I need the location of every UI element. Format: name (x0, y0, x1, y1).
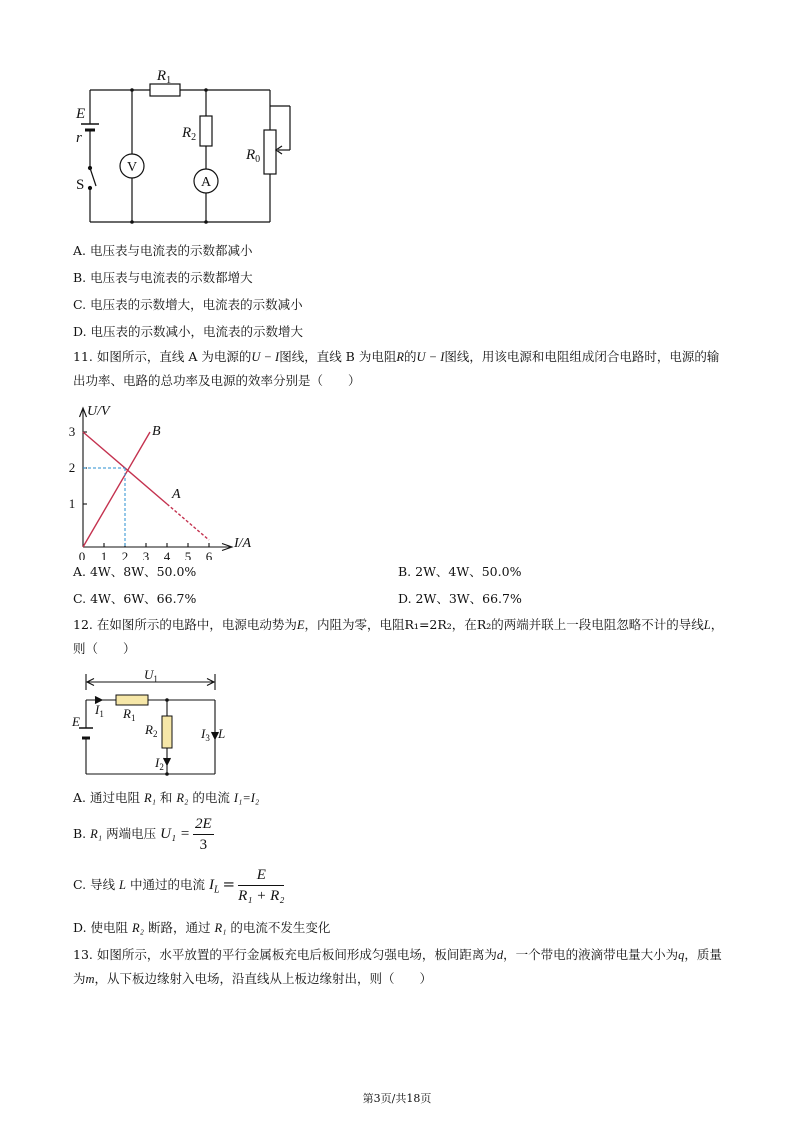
line-b (83, 432, 150, 547)
fraction-2E-over-3: $\frac{2E}{3}$ (195, 816, 212, 853)
q12-option-a: A. 通过电阻 R₁ 和 R₂ 的电流 I₁=I₂ (73, 790, 260, 805)
q10-option-a: A. 电压表与电流表的示数都减小 (73, 243, 253, 258)
q12-I3-label: $I_3$ (201, 726, 210, 743)
y-axis-label: U/V (87, 404, 110, 419)
q12-R2-resistor (162, 716, 172, 748)
q10-r-label: r (76, 130, 82, 146)
y-tick: 1 (68, 496, 76, 511)
q12-I2-label: $I_2$ (155, 755, 164, 772)
q12-option-d: D. 使电阻 R₂ 断路，通过 R₁ 的电流不发生变化 (73, 920, 331, 935)
q12-E-label: E (72, 714, 80, 729)
line-a-label: A (172, 487, 181, 502)
q12-R1-resistor (116, 695, 148, 705)
ammeter-symbol: A (200, 175, 212, 190)
q10-E-label: E (76, 106, 86, 122)
q10-option-b: B. 电压表与电流表的示数都增大 (73, 270, 253, 285)
q12-circuit-diagram (70, 666, 230, 784)
q12-R1-label: $R_1$ (123, 706, 136, 723)
x-tick: 2 (121, 549, 129, 560)
q10-R1-label: $R_1$ (156, 68, 172, 86)
q10-circuit-diagram (60, 60, 310, 230)
x-tick: 4 (163, 549, 171, 560)
x-tick: 5 (184, 549, 192, 560)
q10-option-c: C. 电压表的示数增大，电流表的示数减小 (73, 297, 303, 312)
q11-option-c: C. 4W、6W、66.7% (73, 591, 197, 606)
y-tick: 2 (68, 460, 76, 475)
page-footer: 第3页/共18页 (362, 1092, 432, 1105)
fraction-E-over-R1-plus-R2: $\frac{E}{\text{R₁ + R₂}}$ (238, 867, 285, 904)
q13-stem: 13. 如图所示，水平放置的平行金属板充电后板间形成匀强电场，板间距离为d，一个带电的液滴带电量大小为q，质量为m，从下板边缘射入电场，沿直线从上板边缘射出，则（ ） (73, 947, 722, 986)
q10-R0-label: $R_0$ (246, 147, 261, 165)
q11-stem: 11. 如图所示，直线 A 为电源的U − I图线，直线 B 为电阻R的U − I图线，用该电源和电阻组成闭合电路时，电源的输出功率、电路的总功率及电源的效率分别是（ ） (73, 349, 720, 388)
q10-S-label: S (76, 177, 85, 193)
q11-option-a: A. 4W、8W、50.0% (73, 564, 197, 579)
q12-I1-label: $I_1$ (95, 702, 104, 719)
q12-L-label: L (218, 726, 226, 741)
q10-option-d: D. 电压表的示数减小，电流表的示数增大 (73, 324, 304, 339)
q11-ui-graph (60, 400, 270, 560)
x-tick: 1 (100, 549, 108, 560)
x-axis-label: I/A (234, 536, 252, 551)
q12-R2-label: $R_2$ (145, 722, 158, 739)
q10-R2-label: $R_2$ (182, 125, 197, 143)
voltmeter-symbol: V (126, 160, 138, 175)
line-b-label: B (152, 424, 161, 439)
origin-label: 0 (78, 549, 86, 560)
q12-U1-label: $U_1$ (144, 667, 158, 684)
x-tick: 3 (142, 549, 150, 560)
q12-stem: 12. 在如图所示的电路中，电源电动势为E，内阻为零，电阻R₁=2R₂，在R₂的两端并联上一段电阻忽略不计的导线L，则（ ） (73, 617, 724, 656)
q11-option-b: B. 2W、4W、50.0% (398, 564, 522, 579)
line-a-extension (167, 504, 209, 540)
q12-option-b: B. R₁ 两端电压 U₁ = $\frac{2E}{3}$ (73, 816, 212, 853)
q12-option-c: C. 导线 L 中通过的电流 $I_L$ = $\frac{E}{\text{R₁ + R₂}}$ (73, 867, 285, 904)
y-tick: 3 (68, 424, 76, 439)
x-tick: 6 (205, 549, 213, 560)
q11-option-d: D. 2W、3W、66.7% (398, 591, 522, 606)
